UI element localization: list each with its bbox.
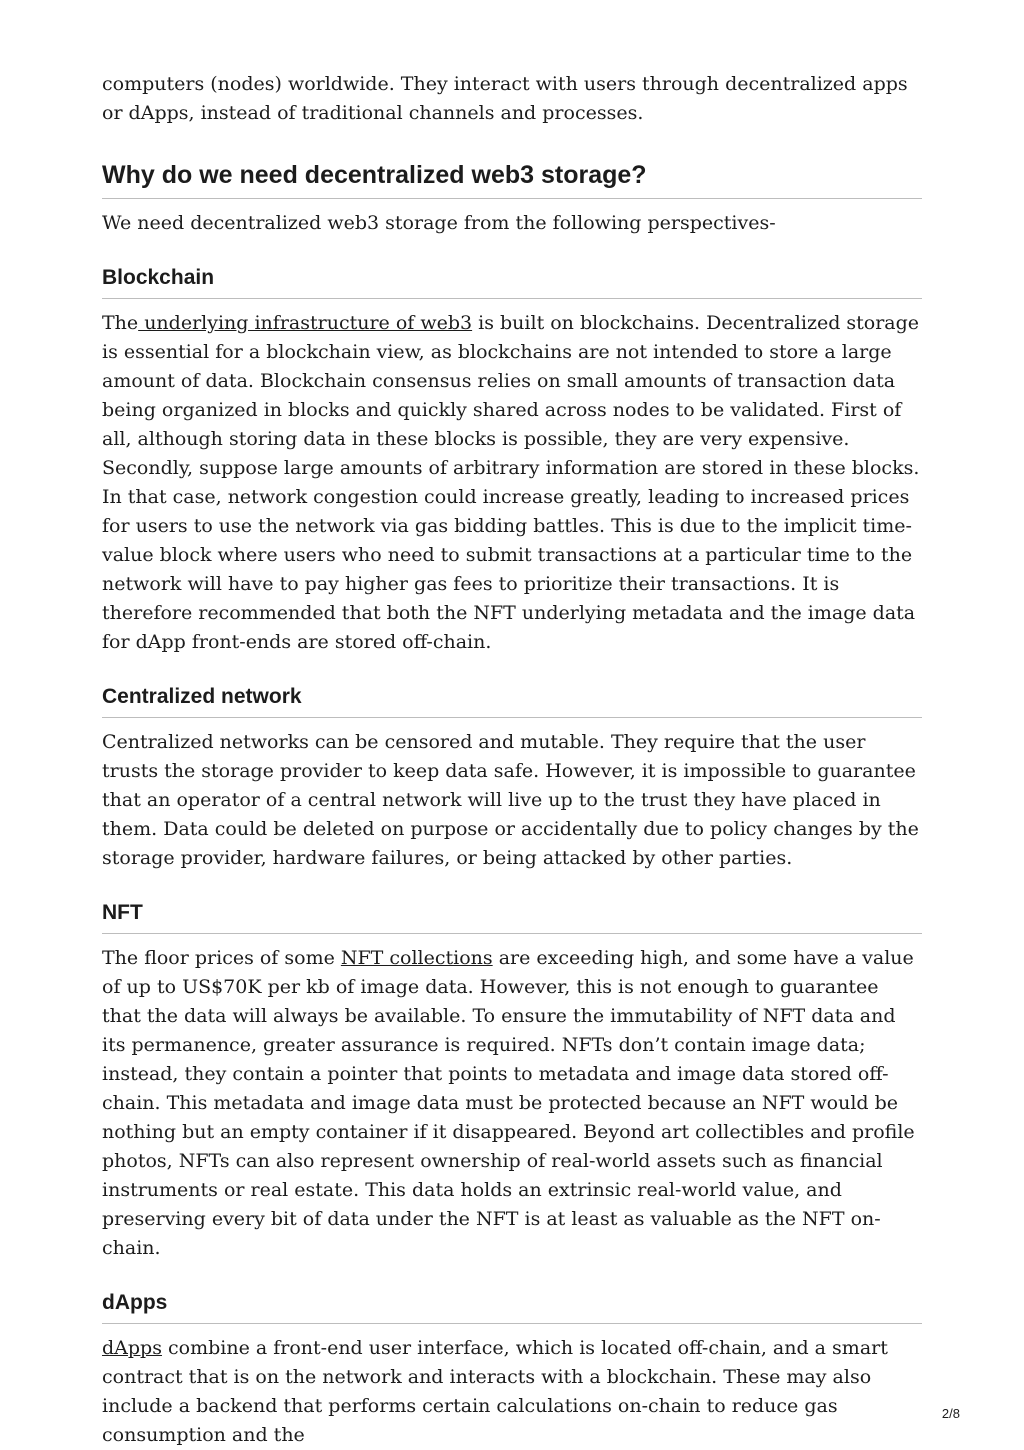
nft-paragraph bbox=[102, 944, 922, 1263]
heading-dapps: dApps bbox=[102, 1291, 922, 1324]
dapps-paragraph bbox=[102, 1334, 922, 1450]
heading-nft: NFT bbox=[102, 901, 922, 934]
blockchain-text-post: is built on blockchains. Decentralized storage is essential for a blockchain view, as blockchains are not intended to store a large amount of data. Blockchain consensus relies on small amounts of transaction data being organized in blocks and quickly shared across nodes to be validated. First of all, although storing data in these blocks is possible, they are very expensive. Secondly, suppose large amounts of arbitrary information are stored in these blocks. In that case, network congestion could increase greatly, leading to increased prices for users to use the network via gas bidding battles. This is due to the implicit time-value block where users who need to submit transactions at a particular time to the network will have to pay higher gas fees to prioritize their transactions. It is therefore recommended that both the NFT underlying metadata and the image data for dApp front-ends are stored off-chain. bbox=[102, 312, 920, 653]
heading-blockchain: Blockchain bbox=[102, 266, 922, 299]
link-nft-collections[interactable]: NFT collections bbox=[340, 947, 493, 969]
main-intro-paragraph: We need decentralized web3 storage from the following perspectives- bbox=[102, 212, 776, 234]
heading-centralized-network: Centralized network bbox=[102, 685, 922, 718]
page-number: 2/8 bbox=[941, 1406, 960, 1421]
nft-text-post: are exceeding high, and some have a value of up to US$70K per kb of image data. However, this is not enough to guarantee that the data will always be available. To ensure the immutability of NFT data and its permanence, greater assurance is required. NFTs don’t contain image data; instead, they contain a pointer that points to metadata and image data stored off-chain. This metadata and image data must be protected because an NFT would be nothing but an empty container if it disappeared. Beyond art collectibles and profile photos, NFTs can also represent ownership of real-world assets such as financial instruments or real estate. This data holds an extrinsic real-world value, and preserving every bit of data under the NFT is at least as valuable as the NFT on-chain. bbox=[102, 947, 915, 1259]
blockchain-paragraph bbox=[102, 309, 922, 657]
centralized-paragraph: Centralized networks can be censored and mutable. They require that the user trusts the storage provider to keep data safe. However, it is impossible to guarantee that an operator of a central network will live up to the trust they have placed in them. Data could be deleted on purpose or accidentally due to policy changes by the storage provider, hardware failures, or being attacked by other parties. bbox=[102, 731, 919, 869]
nft-text-pre: The floor prices of some bbox=[102, 947, 341, 969]
link-dapps[interactable]: dApps bbox=[102, 1337, 162, 1359]
blockchain-text-pre: The bbox=[102, 312, 139, 334]
section-heading-why-storage: Why do we need decentralized web3 storage? bbox=[102, 161, 922, 199]
dapps-text-post: combine a front-end user interface, which is located off-chain, and a smart contract that is on the network and interacts with a blockchain. These may also include a backend that performs certain calculations on-chain to reduce gas consumption and the bbox=[102, 1337, 888, 1446]
document-page bbox=[102, 70, 922, 1450]
link-underlying-infrastructure[interactable]: underlying infrastructure of web3 bbox=[138, 312, 473, 334]
intro-paragraph: computers (nodes) worldwide. They interact with users through decentralized apps or dApps, instead of traditional channels and processes. bbox=[102, 73, 908, 124]
